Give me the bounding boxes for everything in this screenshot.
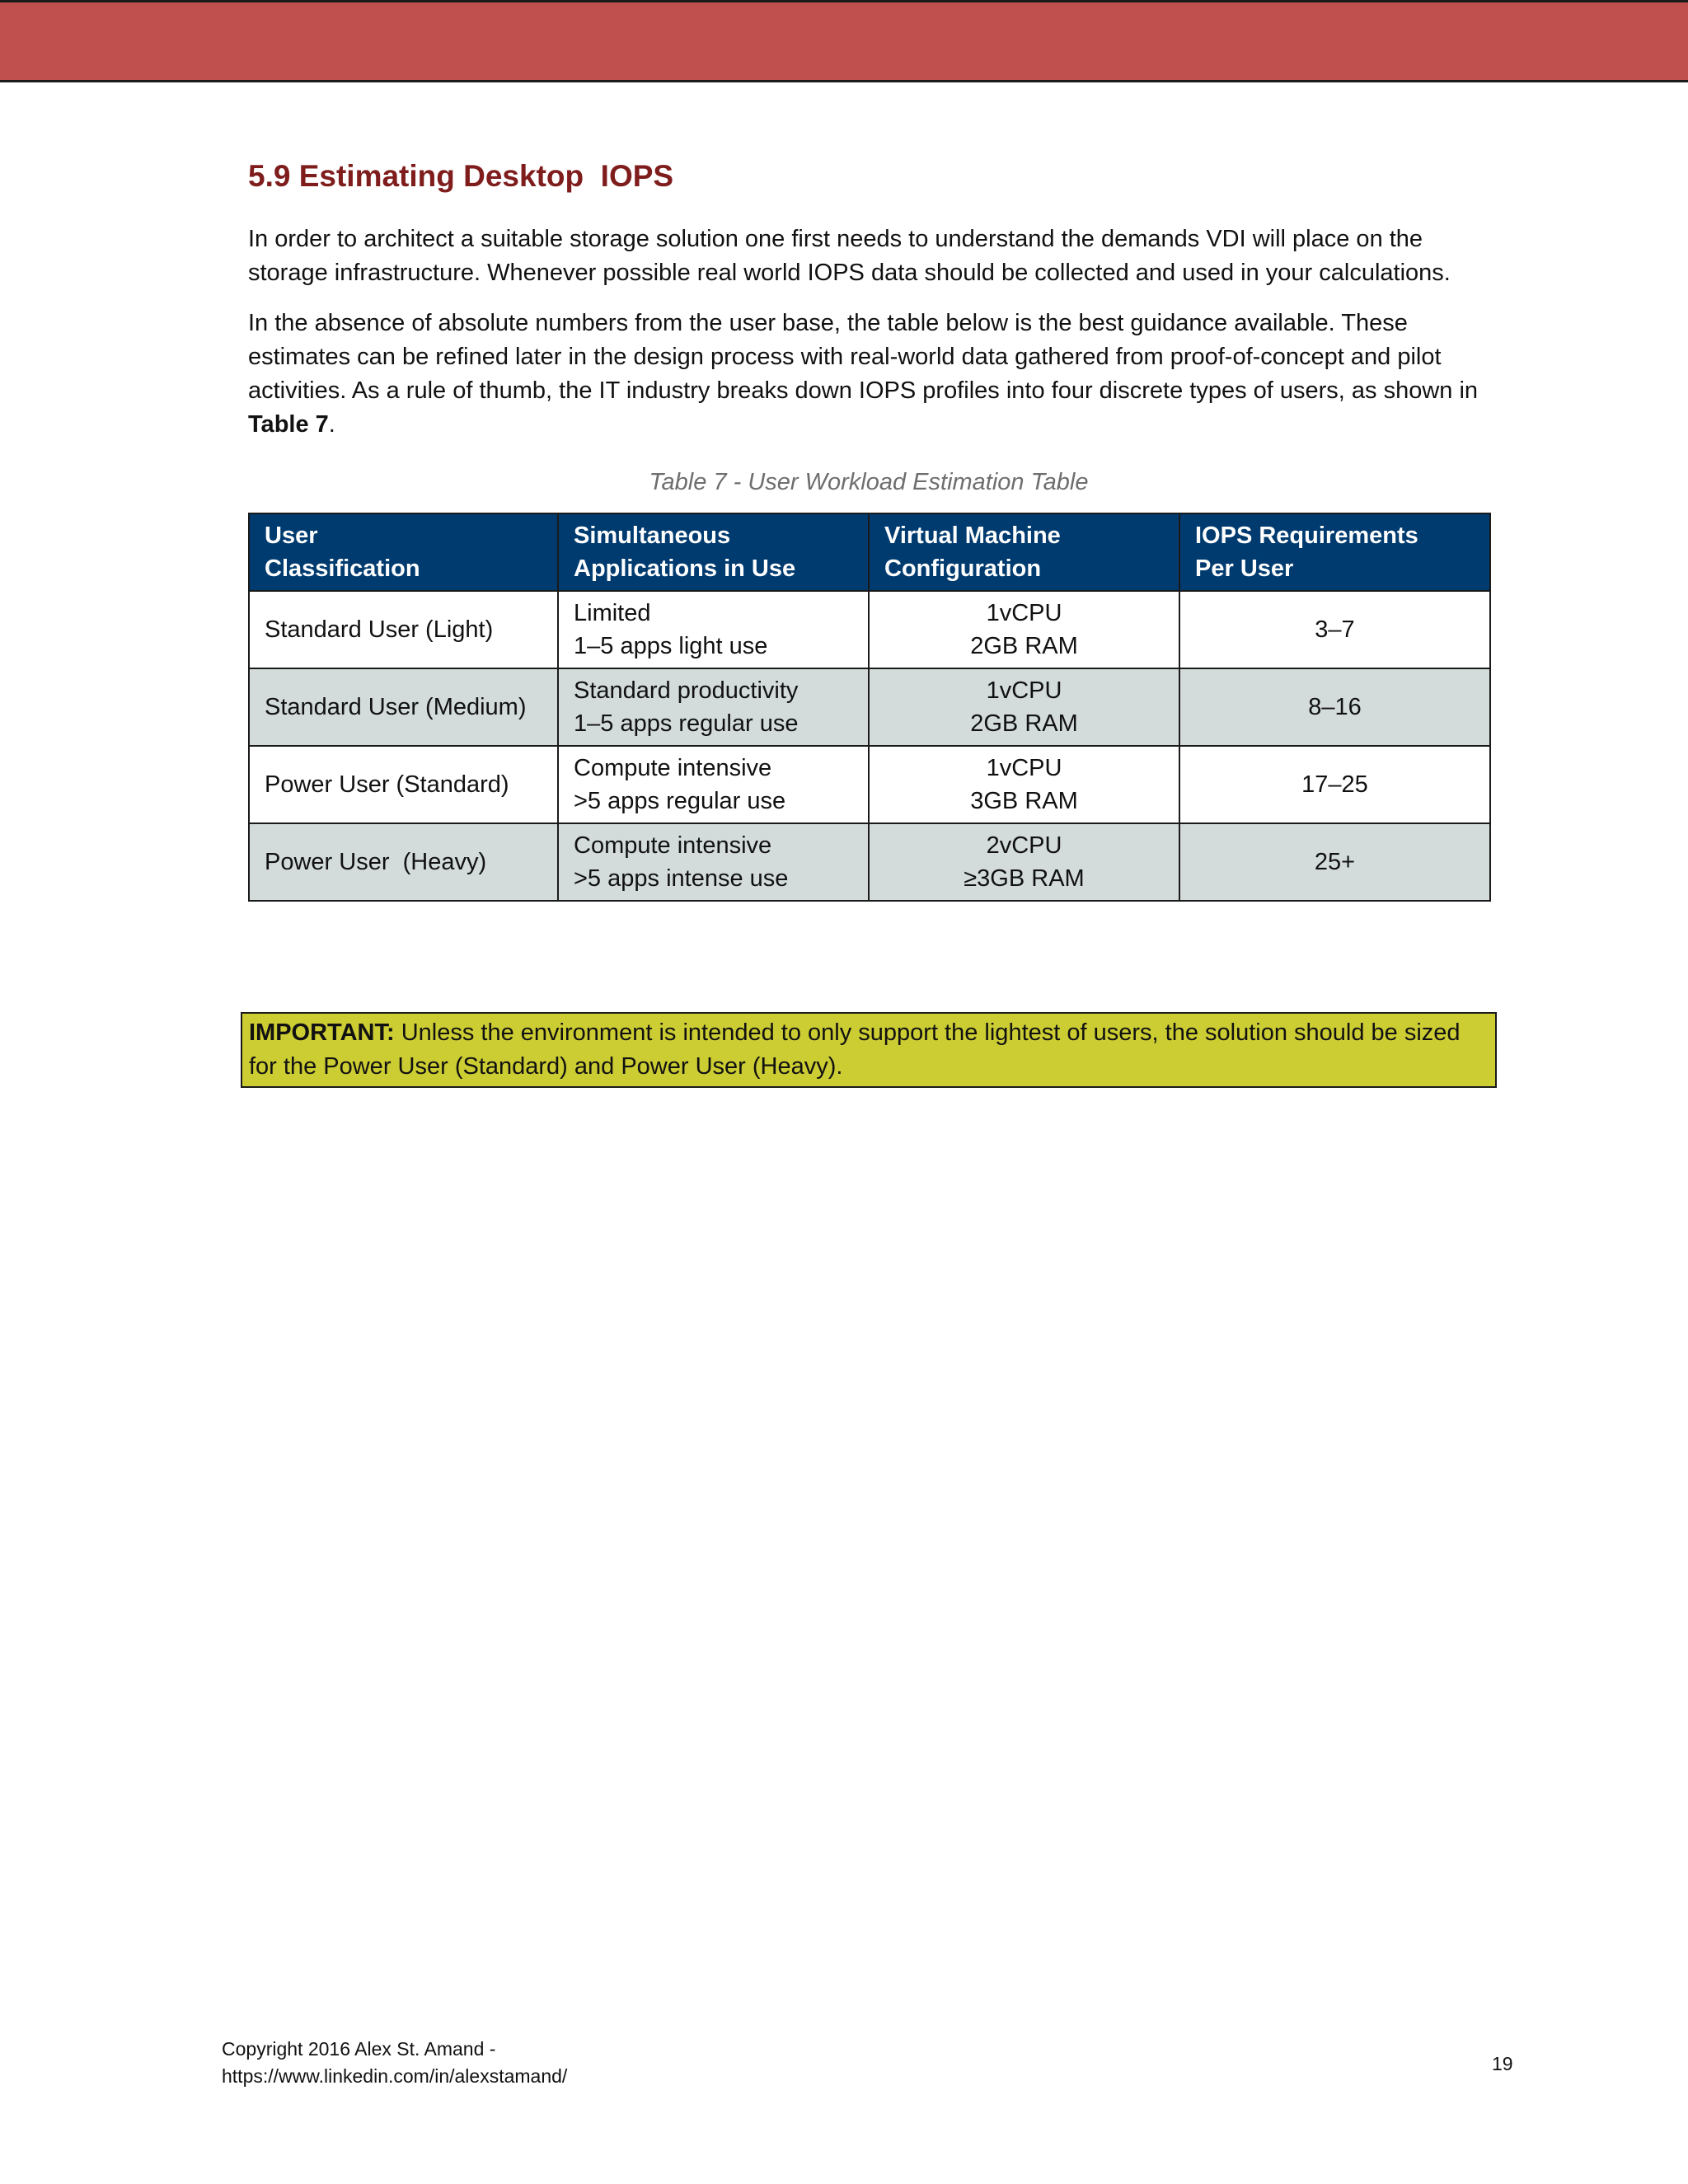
cell-vm-configuration: 1vCPU 2GB RAM [869, 668, 1179, 746]
important-label: IMPORTANT: [249, 1019, 395, 1046]
table-caption: Table 7 - User Workload Estimation Table [649, 469, 1089, 495]
column-header-iops: IOPS Requirements Per User [1179, 513, 1490, 591]
column-header-vm-configuration: Virtual Machine Configuration [869, 513, 1179, 591]
cell-applications: Standard productivity 1–5 apps regular use [558, 668, 869, 746]
cell-iops: 8–16 [1179, 668, 1490, 746]
main-content [248, 157, 1493, 902]
cell-applications: Compute intensive >5 apps regular use [558, 746, 869, 823]
column-header-classification: User Classification [249, 513, 558, 591]
table-row [249, 746, 1490, 823]
cell-applications: Compute intensive >5 apps intense use [558, 823, 869, 901]
guidance-paragraph-text: In the absence of absolute numbers from the user base, the table below is the best guidance available. These estimates can be refined later in the design process with real-world data gathered from proof-of-concept and pilot activities. As a rule of thumb, the IT industry breaks down IOPS profiles into four discrete types of users, as shown in [248, 310, 1479, 404]
cell-vm-configuration: 1vCPU 2GB RAM [869, 591, 1179, 668]
cell-iops: 3–7 [1179, 591, 1490, 668]
page-number: 19 [1492, 2053, 1513, 2074]
section-title: 5.9 Estimating Desktop IOPS [248, 159, 674, 193]
footer-copyright [222, 2036, 567, 2090]
cell-classification: Power User (Heavy) [249, 823, 558, 901]
important-text: Unless the environment is intended to only support the lightest of users, the solution should be sized for the Power User (Standard) and Power User (Heavy). [249, 1019, 1461, 1080]
intro-paragraph: In order to architect a suitable storage solution one first needs to understand the demands VDI will place on the storage infrastructure. Whenever possible real world IOPS data should be collected and used in your calculations. [248, 226, 1451, 286]
important-callout [241, 1012, 1497, 1088]
workload-table [248, 513, 1491, 902]
table-reference: Table 7 [248, 411, 329, 438]
cell-vm-configuration: 1vCPU 3GB RAM [869, 746, 1179, 823]
guidance-paragraph [248, 307, 1493, 442]
guidance-paragraph-end: . [328, 411, 335, 438]
cell-applications: Limited 1–5 apps light use [558, 591, 869, 668]
cell-vm-configuration: 2vCPU ≥3GB RAM [869, 823, 1179, 901]
cell-classification: Power User (Standard) [249, 746, 558, 823]
cell-iops: 25+ [1179, 823, 1490, 901]
header-band [0, 0, 1688, 82]
table-row [249, 668, 1490, 746]
copyright-line: Copyright 2016 Alex St. Amand - [222, 2038, 496, 2060]
table-row [249, 591, 1490, 668]
cell-classification: Standard User (Light) [249, 591, 558, 668]
column-header-applications: Simultaneous Applications in Use [558, 513, 869, 591]
cell-iops: 17–25 [1179, 746, 1490, 823]
copyright-url: https://www.linkedin.com/in/alexstamand/ [222, 2065, 568, 2087]
table-header-row [249, 513, 1490, 591]
cell-classification: Standard User (Medium) [249, 668, 558, 746]
table-row [249, 823, 1490, 901]
